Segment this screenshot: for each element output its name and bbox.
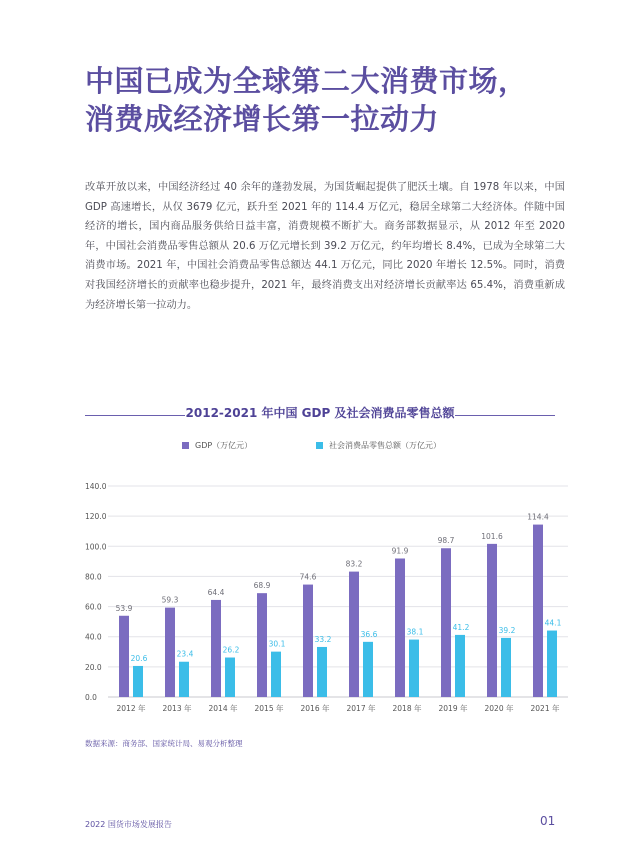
y-tick-label: 20.0 (85, 662, 102, 672)
bar-retail (225, 658, 235, 697)
y-tick-label: 80.0 (85, 572, 102, 582)
data-label-gdp: 98.7 (437, 536, 455, 546)
y-tick-label: 140.0 (85, 482, 107, 491)
data-label-gdp: 74.6 (299, 572, 317, 582)
bar-retail (271, 652, 281, 697)
data-label-gdp: 83.2 (345, 559, 363, 569)
data-label-retail: 30.1 (268, 639, 286, 649)
data-label-retail: 44.1 (544, 618, 562, 628)
bar-retail (179, 662, 189, 697)
data-label-gdp: 101.6 (481, 531, 503, 541)
legend-label-retail: 社会消费品零售总额（万亿元） (329, 441, 441, 450)
data-label-retail: 41.2 (452, 622, 470, 632)
bar-retail (409, 640, 419, 697)
title-line-2: 消费成经济增长第一拉动力 (85, 102, 440, 136)
x-tick-label: 2016 年 (300, 704, 330, 713)
data-label-retail: 23.4 (176, 649, 194, 659)
data-label-gdp: 114.4 (527, 512, 549, 522)
data-label-retail: 38.1 (406, 627, 424, 637)
data-label-retail: 26.2 (222, 645, 240, 655)
x-tick-label: 2013 年 (162, 704, 192, 713)
data-label-gdp: 59.3 (161, 595, 179, 605)
bar-retail (317, 647, 327, 697)
x-tick-label: 2018 年 (392, 704, 422, 713)
bar-gdp (533, 525, 543, 697)
bar-gdp (441, 548, 451, 697)
x-tick-label: 2015 年 (254, 704, 284, 713)
data-label-retail: 33.2 (314, 634, 332, 644)
y-tick-label: 40.0 (85, 632, 102, 642)
chart-title: 2012-2021 年中国 GDP 及社会消费品零售总额 (185, 406, 455, 420)
bar-gdp (119, 616, 129, 697)
y-tick-label: 100.0 (85, 542, 107, 552)
y-tick-label: 0.0 (85, 693, 97, 702)
data-label-retail: 39.2 (498, 625, 516, 635)
bar-gdp (257, 593, 267, 697)
footer-page-number: 01 (540, 814, 556, 828)
bar-retail (363, 642, 373, 697)
data-label-retail: 36.6 (360, 629, 378, 639)
x-tick-label: 2019 年 (438, 704, 468, 713)
bar-gdp (211, 600, 221, 697)
x-tick-label: 2021 年 (530, 704, 560, 713)
bar-gdp (487, 544, 497, 697)
bar-retail (455, 635, 465, 697)
bar-gdp (303, 585, 313, 697)
x-tick-label: 2020 年 (484, 704, 514, 713)
bar-retail (547, 631, 557, 697)
y-tick-label: 60.0 (85, 602, 102, 612)
footer-report-name: 2022 国货市场发展报告 (85, 820, 172, 829)
y-tick-label: 120.0 (85, 512, 107, 522)
data-label-gdp: 53.9 (115, 603, 133, 613)
body-paragraph: 改革开放以来，中国经济经过 40 余年的蓬勃发展，为国货崛起提供了肥沃土壤。自 1978 年以来，中国 GDP 高速增长，从仅 3679 亿元，跃升至 2021 年的 114.4 万亿元，稳居全球第二大经济体。伴随中国经济的增长，国内商品服务供给日益丰富，消费规模不断扩大。商务部数据显示，从 2012 年至 2020 年，中国社会消费品零售总额从 20.6 万亿元增长到 39.2 万亿元，约年均增长 8.4%，已成为全球第二大消费市场。2021 年，中国社会消费品零售总额达 44.1 万亿元，同比 2020 年增长 12.5%。同时，消费对我国经济增长的贡献率也稳步提升，2021 年，最终消费支出对经济增长贡献率达 65.4%，消费重新成为经济增长第一拉动力。 (85, 182, 565, 311)
data-label-gdp: 68.9 (253, 581, 271, 591)
bar-gdp (349, 572, 359, 697)
data-label-retail: 20.6 (130, 653, 148, 663)
bar-retail (133, 666, 143, 697)
legend-label-gdp: GDP（万亿元） (195, 441, 253, 450)
data-label-gdp: 64.4 (207, 587, 225, 597)
bar-retail (501, 638, 511, 697)
bar-gdp (165, 608, 175, 697)
data-label-gdp: 91.9 (391, 546, 409, 556)
data-source-note: 数据来源：商务部、国家统计局、易观分析整理 (85, 739, 243, 748)
x-tick-label: 2014 年 (208, 704, 238, 713)
x-tick-label: 2017 年 (346, 704, 376, 713)
x-tick-label: 2012 年 (116, 704, 146, 713)
bar-gdp (395, 558, 405, 697)
title-line-1: 中国已成为全球第二大消费市场， (85, 64, 528, 98)
